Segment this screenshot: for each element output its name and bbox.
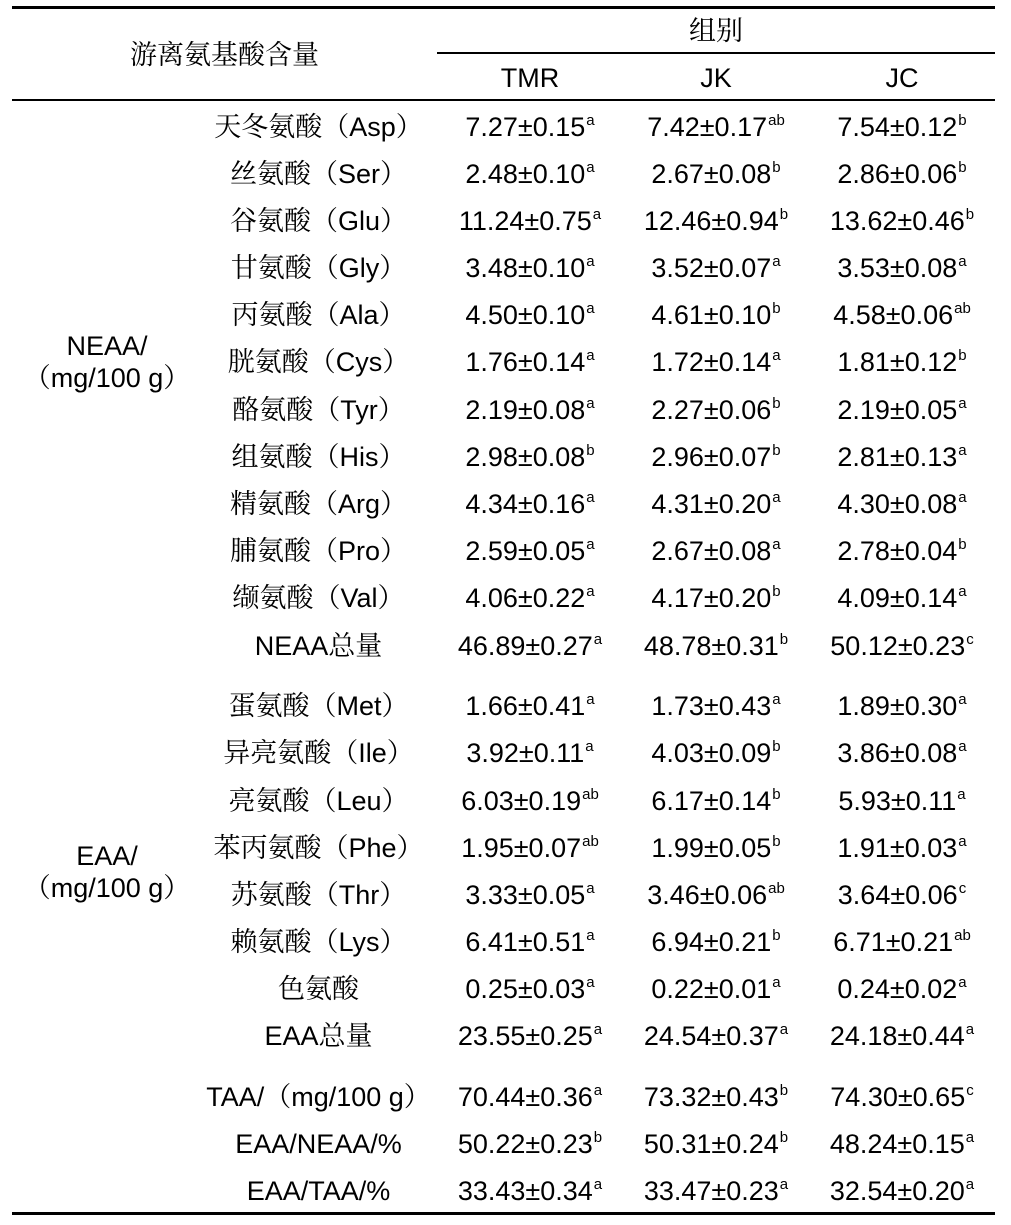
cell-value: 2.81±0.13 — [837, 442, 958, 472]
table-cell — [623, 832, 809, 869]
cell-value: 3.64±0.06 — [837, 880, 958, 910]
row-label: 蛋氨酸（Met） — [228, 691, 409, 721]
cell-value: 33.43±0.34 — [457, 1176, 593, 1206]
table-cell — [437, 488, 623, 525]
cell-value: 7.42±0.17 — [647, 112, 768, 142]
cell-value: 2.59±0.05 — [465, 536, 586, 566]
cell-value: 4.34±0.16 — [465, 489, 586, 519]
table-cell — [809, 252, 995, 289]
cell-significance: a — [965, 1021, 975, 1038]
cell-value: 3.48±0.10 — [465, 253, 586, 283]
cell-significance: a — [957, 786, 966, 803]
cell-value: 2.67±0.08 — [651, 159, 772, 189]
cell-value: 6.71±0.21 — [833, 927, 954, 957]
cell-value: 70.44±0.36 — [457, 1082, 593, 1112]
table-bottom-rule — [12, 1212, 995, 1215]
cell-significance: a — [772, 691, 781, 708]
cell-significance: b — [772, 738, 781, 755]
table-cell — [437, 1175, 623, 1212]
cell-value: 50.31±0.24 — [643, 1129, 779, 1159]
cell-significance: a — [586, 159, 595, 176]
table-cell — [623, 205, 809, 242]
row-label: 酪氨酸（Tyr） — [232, 395, 405, 425]
table-cell — [809, 737, 995, 774]
cell-significance: b — [958, 347, 967, 364]
cell-value: 2.98±0.08 — [465, 442, 586, 472]
table-cell — [437, 346, 623, 383]
category-neaa-line1: NEAA/ — [66, 331, 148, 361]
cell-value: 2.48±0.10 — [465, 159, 586, 189]
category-eaa-line1: EAA/ — [76, 841, 138, 871]
cell-significance: b — [772, 442, 781, 459]
cell-value: 3.46±0.06 — [647, 880, 768, 910]
table-cell — [623, 535, 809, 572]
row-label: 缬氨酸（Val） — [232, 583, 405, 613]
cell-significance: a — [958, 691, 967, 708]
table-cell — [623, 879, 809, 916]
table-cell — [437, 158, 623, 195]
table-cell — [623, 1128, 809, 1165]
cell-significance: a — [593, 1082, 603, 1099]
cell-value: 1.73±0.43 — [651, 691, 772, 721]
row-label: 亮氨酸（Leu） — [228, 786, 409, 816]
column-header-tmr: TMR — [500, 63, 560, 93]
table-cell — [623, 737, 809, 774]
row-label: EAA/NEAA/% — [235, 1129, 402, 1159]
cell-significance: b — [958, 536, 967, 553]
cell-significance: a — [586, 112, 595, 129]
cell-value: 4.61±0.10 — [651, 300, 772, 330]
table-cell — [437, 441, 623, 478]
category-eaa-line2: （mg/100 g） — [23, 873, 191, 903]
cell-value: 3.86±0.08 — [837, 738, 958, 768]
cell-significance: b — [779, 206, 789, 223]
table-cell — [623, 299, 809, 336]
table-cell — [437, 299, 623, 336]
row-label: 精氨酸（Arg） — [229, 489, 408, 519]
table-cell — [623, 158, 809, 195]
cell-value: 2.67±0.08 — [651, 536, 772, 566]
cell-significance: b — [965, 206, 975, 223]
cell-significance: ab — [582, 833, 599, 850]
cell-value: 4.17±0.20 — [651, 583, 772, 613]
table-cell — [437, 785, 623, 822]
cell-value: 1.91±0.03 — [837, 833, 958, 863]
cell-significance: a — [958, 583, 967, 600]
cell-significance: a — [593, 1176, 603, 1193]
cell-significance: ab — [768, 112, 785, 129]
cell-significance: a — [586, 347, 595, 364]
table-cell — [809, 582, 995, 619]
cell-value: 1.95±0.07 — [461, 833, 582, 863]
cell-value: 0.25±0.03 — [465, 974, 586, 1004]
table-cell — [623, 582, 809, 619]
table-cell — [623, 1020, 809, 1057]
cell-significance: a — [772, 253, 781, 270]
cell-value: 12.46±0.94 — [643, 206, 779, 236]
row-label: 异亮氨酸（Ile） — [223, 738, 414, 768]
cell-significance: b — [772, 927, 781, 944]
cell-significance: b — [772, 583, 781, 600]
table-header-rule — [12, 99, 995, 101]
cell-value: 4.06±0.22 — [465, 583, 586, 613]
cell-value: 48.24±0.15 — [829, 1129, 965, 1159]
table-cell — [623, 252, 809, 289]
table-cell — [809, 111, 995, 148]
cell-significance: b — [772, 833, 781, 850]
cell-significance: b — [772, 300, 781, 317]
cell-value: 4.31±0.20 — [651, 489, 772, 519]
table-cell — [437, 926, 623, 963]
cell-significance: a — [586, 395, 595, 412]
cell-value: 4.30±0.08 — [837, 489, 958, 519]
cell-significance: a — [958, 974, 967, 991]
cell-value: 3.53±0.08 — [837, 253, 958, 283]
cell-value: 2.96±0.07 — [651, 442, 772, 472]
category-neaa-line2: （mg/100 g） — [23, 363, 191, 393]
column-header-jk: JK — [700, 63, 732, 93]
cell-value: 4.58±0.06 — [833, 300, 954, 330]
table-cell — [437, 1081, 623, 1118]
row-label: 丝氨酸（Ser） — [229, 159, 408, 189]
table-cell — [809, 158, 995, 195]
cell-significance: a — [586, 536, 595, 553]
table-cell — [809, 879, 995, 916]
cell-value: 1.66±0.41 — [465, 691, 586, 721]
table-cell — [809, 394, 995, 431]
cell-value: 4.09±0.14 — [837, 583, 958, 613]
cell-significance: a — [586, 880, 595, 897]
table-cell — [809, 1128, 995, 1165]
table-top-rule — [12, 6, 995, 9]
cell-significance: ab — [954, 927, 971, 944]
cell-value: 11.24±0.75 — [458, 206, 592, 236]
table-cell — [809, 299, 995, 336]
row-label: TAA/（mg/100 g） — [206, 1082, 431, 1112]
table-cell — [809, 832, 995, 869]
row-label: 组氨酸（His） — [231, 442, 406, 472]
column-header-jc: JC — [885, 63, 919, 93]
cell-significance: a — [958, 395, 967, 412]
cell-value: 7.27±0.15 — [465, 112, 586, 142]
cell-value: 3.92±0.11 — [466, 738, 585, 768]
cell-significance: a — [586, 927, 595, 944]
cell-value: 1.72±0.14 — [651, 347, 772, 377]
table-cell — [623, 1175, 809, 1212]
cell-value: 74.30±0.65 — [830, 1082, 966, 1112]
table-cell — [437, 535, 623, 572]
table-cell — [809, 1020, 995, 1057]
table-cell — [809, 973, 995, 1010]
table-cell — [437, 690, 623, 727]
cell-significance: a — [958, 833, 967, 850]
row-label: 苏氨酸（Thr） — [230, 880, 407, 910]
cell-value: 2.19±0.05 — [837, 395, 958, 425]
table-cell — [623, 973, 809, 1010]
cell-value: 24.18±0.44 — [829, 1021, 965, 1051]
table-cell — [809, 488, 995, 525]
table-cell — [809, 1081, 995, 1118]
row-label: 苯丙氨酸（Phe） — [213, 833, 424, 863]
table-cell — [437, 1020, 623, 1057]
cell-significance: a — [586, 300, 595, 317]
table-cell — [623, 346, 809, 383]
cell-significance: a — [772, 974, 781, 991]
row-label: EAA总量 — [264, 1021, 373, 1051]
cell-value: 13.62±0.46 — [829, 206, 965, 236]
cell-significance: b — [779, 1082, 789, 1099]
row-label: EAA/TAA/% — [246, 1176, 391, 1206]
table-cell — [809, 630, 995, 667]
cell-significance: b — [779, 1129, 789, 1146]
row-label: 色氨酸 — [278, 974, 359, 1004]
cell-value: 33.47±0.23 — [643, 1176, 779, 1206]
cell-value: 1.89±0.30 — [837, 691, 958, 721]
cell-value: 6.03±0.19 — [461, 786, 582, 816]
table-cell — [437, 205, 623, 242]
cell-significance: a — [593, 1021, 603, 1038]
table-cell — [437, 832, 623, 869]
cell-significance: a — [585, 738, 594, 755]
table-cell — [437, 111, 623, 148]
cell-significance: a — [958, 253, 967, 270]
cell-value: 48.78±0.31 — [643, 631, 779, 661]
cell-value: 4.50±0.10 — [465, 300, 586, 330]
table-cell — [809, 1175, 995, 1212]
table-cell — [623, 488, 809, 525]
cell-significance: a — [772, 489, 781, 506]
table-cell — [623, 785, 809, 822]
category-neaa — [12, 330, 202, 394]
cell-significance: c — [958, 880, 967, 897]
cell-significance: b — [772, 159, 781, 176]
table-cell — [809, 535, 995, 572]
cell-significance: b — [586, 442, 595, 459]
table-cell — [437, 582, 623, 619]
cell-significance: a — [772, 347, 781, 364]
cell-value: 1.99±0.05 — [651, 833, 772, 863]
cell-significance: b — [593, 1129, 603, 1146]
row-label: 赖氨酸（Lys） — [230, 927, 407, 957]
cell-significance: a — [965, 1176, 975, 1193]
table-cell — [623, 630, 809, 667]
cell-value: 2.19±0.08 — [465, 395, 586, 425]
cell-significance: b — [772, 395, 781, 412]
table-cell — [437, 973, 623, 1010]
cell-significance: b — [958, 159, 967, 176]
cell-significance: a — [586, 253, 595, 270]
table-cell — [437, 252, 623, 289]
category-eaa — [12, 840, 202, 904]
header-main-label: 游离氨基酸含量 — [130, 40, 319, 70]
cell-significance: a — [958, 442, 967, 459]
cell-significance: a — [586, 974, 595, 991]
cell-value: 2.78±0.04 — [837, 536, 958, 566]
cell-value: 6.94±0.21 — [651, 927, 772, 957]
table-cell — [809, 926, 995, 963]
cell-significance: a — [779, 1176, 789, 1193]
cell-value: 6.41±0.51 — [465, 927, 586, 957]
cell-significance: a — [965, 1129, 975, 1146]
cell-value: 4.03±0.09 — [651, 738, 772, 768]
table-cell — [437, 1128, 623, 1165]
cell-value: 23.55±0.25 — [457, 1021, 593, 1051]
row-label: 天冬氨酸（Asp） — [214, 112, 423, 142]
group-header-rule — [437, 52, 995, 54]
table-cell — [623, 441, 809, 478]
cell-value: 3.33±0.05 — [465, 880, 586, 910]
cell-significance: a — [772, 536, 781, 553]
cell-value: 3.52±0.07 — [651, 253, 772, 283]
cell-significance: a — [592, 206, 602, 223]
cell-value: 50.12±0.23 — [830, 631, 966, 661]
table-cell — [623, 394, 809, 431]
table-cell — [623, 926, 809, 963]
cell-value: 6.17±0.14 — [651, 786, 772, 816]
cell-value: 0.22±0.01 — [651, 974, 772, 1004]
cell-significance: a — [958, 489, 967, 506]
table-cell — [623, 690, 809, 727]
row-label: NEAA总量 — [254, 631, 383, 661]
row-label: 胱氨酸（Cys） — [227, 347, 410, 377]
cell-significance: a — [586, 489, 595, 506]
cell-value: 2.27±0.06 — [651, 395, 772, 425]
cell-significance: c — [966, 631, 974, 648]
table-cell — [437, 737, 623, 774]
header-group-label: 组别 — [689, 16, 743, 46]
cell-significance: b — [772, 786, 781, 803]
cell-value: 7.54±0.12 — [837, 112, 958, 142]
cell-significance: ab — [954, 300, 971, 317]
cell-value: 46.89±0.27 — [457, 631, 593, 661]
table-cell — [437, 879, 623, 916]
row-label: 谷氨酸（Glu） — [229, 206, 408, 236]
cell-value: 73.32±0.43 — [643, 1082, 779, 1112]
table-cell — [623, 111, 809, 148]
table-cell — [437, 630, 623, 667]
cell-value: 50.22±0.23 — [457, 1129, 593, 1159]
cell-significance: ab — [768, 880, 785, 897]
cell-significance: a — [958, 738, 967, 755]
table-cell — [623, 1081, 809, 1118]
cell-value: 1.76±0.14 — [465, 347, 586, 377]
cell-value: 32.54±0.20 — [829, 1176, 965, 1206]
cell-significance: a — [779, 1021, 789, 1038]
cell-value: 1.81±0.12 — [837, 347, 958, 377]
cell-significance: b — [779, 631, 789, 648]
cell-significance: a — [586, 691, 595, 708]
table-cell — [809, 205, 995, 242]
cell-significance: c — [966, 1082, 974, 1099]
cell-significance: ab — [582, 786, 599, 803]
cell-significance: a — [593, 631, 603, 648]
table-cell — [809, 690, 995, 727]
row-label: 脯氨酸（Pro） — [229, 536, 408, 566]
cell-value: 5.93±0.11 — [838, 786, 957, 816]
cell-significance: a — [586, 583, 595, 600]
cell-significance: b — [958, 112, 967, 129]
row-label: 甘氨酸（Gly） — [230, 253, 407, 283]
cell-value: 0.24±0.02 — [837, 974, 958, 1004]
table-cell — [809, 346, 995, 383]
table-cell — [437, 394, 623, 431]
cell-value: 2.86±0.06 — [837, 159, 958, 189]
cell-value: 24.54±0.37 — [643, 1021, 779, 1051]
table-cell — [809, 441, 995, 478]
table-cell — [809, 785, 995, 822]
row-label: 丙氨酸（Ala） — [231, 300, 406, 330]
